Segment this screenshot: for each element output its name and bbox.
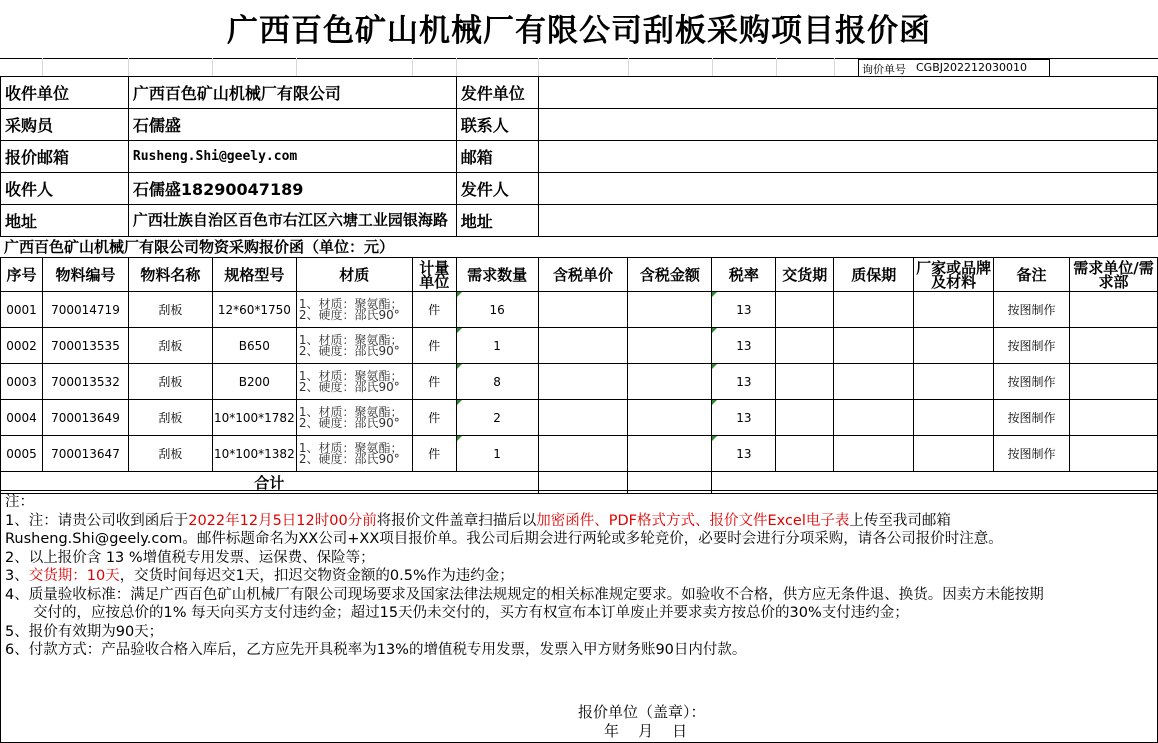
- cell-qty: [456, 400, 538, 436]
- gridline: [712, 58, 713, 76]
- note-1: [5, 512, 1153, 531]
- gridline: [128, 58, 129, 76]
- cell-brand[interactable]: [914, 436, 994, 472]
- cell-spec: 12*60*1750: [212, 292, 296, 328]
- cell-material: 1、材质：聚氨酯；2、硬度：邵氏90°: [296, 436, 412, 472]
- cell-qty: [456, 364, 538, 400]
- cell-remark: 按图制作: [994, 292, 1070, 328]
- column-header: 交货期: [776, 258, 834, 292]
- cell-amount[interactable]: [628, 364, 712, 400]
- info-label: 报价邮箱: [1, 141, 129, 173]
- note-1-deadline: 2022年12月5日12时00分前: [188, 512, 377, 529]
- cell-remark: 按图制作: [994, 400, 1070, 436]
- cell-tax-value: 13: [736, 374, 752, 389]
- cell-dept: [1069, 400, 1157, 436]
- inquiry-label: 询价单号: [862, 63, 906, 76]
- inquiry-box: [858, 59, 1050, 76]
- cell-amount[interactable]: [628, 328, 712, 364]
- cell-tax: [712, 292, 776, 328]
- cell-spec: 10*100*1382: [212, 436, 296, 472]
- cell-qty-value: 1: [493, 446, 501, 461]
- column-header: 需求数量: [456, 258, 538, 292]
- cell-no: 0001: [1, 292, 43, 328]
- cell-delivery[interactable]: [776, 400, 834, 436]
- cell-spec: B650: [212, 328, 296, 364]
- cell-name: 刮板: [128, 436, 212, 472]
- cell-material: 1、材质：聚氨酯；2、硬度：邵氏90°: [296, 292, 412, 328]
- info-value2[interactable]: [538, 173, 1157, 205]
- comment-marker: [457, 436, 462, 441]
- cell-dept: [1069, 292, 1157, 328]
- cell-tax: [712, 328, 776, 364]
- items-table: [0, 257, 1158, 494]
- info-row: [1, 141, 1158, 173]
- table-row: [1, 328, 1158, 364]
- gridline: [456, 58, 457, 76]
- info-value: 广西百色矿山机械厂有限公司: [128, 77, 456, 109]
- comment-marker: [457, 328, 462, 333]
- cell-material: 1、材质：聚氨酯；2、硬度：邵氏90°: [296, 328, 412, 364]
- cell-name: 刮板: [128, 328, 212, 364]
- section-title: 广西百色矿山机械厂有限公司物资采购报价函（单位：元）: [4, 238, 395, 256]
- comment-marker: [712, 328, 717, 333]
- cell-dept: [1069, 436, 1157, 472]
- cell-delivery[interactable]: [776, 292, 834, 328]
- gridline: [296, 58, 297, 76]
- comment-marker: [712, 364, 717, 369]
- cell-no: 0004: [1, 400, 43, 436]
- cell-brand[interactable]: [914, 292, 994, 328]
- info-value2[interactable]: [538, 77, 1157, 109]
- cell-name: 刮板: [128, 400, 212, 436]
- gridline: [776, 58, 777, 76]
- comment-marker: [457, 364, 462, 369]
- signature-date: 年 月 日: [604, 722, 688, 740]
- info-label: 采购员: [1, 109, 129, 141]
- info-row: [1, 205, 1158, 237]
- table-row: [1, 364, 1158, 400]
- column-header: 需求单位/需求部: [1069, 258, 1157, 292]
- total-label: 合计: [1, 472, 539, 494]
- info-value: 石儒盛: [128, 109, 456, 141]
- column-header: 含税单价: [538, 258, 628, 292]
- cell-unit-price[interactable]: [538, 436, 628, 472]
- note-4-line2: 交付的，应按总价的1% 每天向买方支付违约金；超过15天仍未交付的，买方有权宣布本订单废止并要求卖方按总价的30%支付违约金；: [33, 605, 909, 621]
- gridline: [538, 58, 539, 76]
- cell-material: 1、材质：聚氨酯；2、硬度：邵氏90°: [296, 364, 412, 400]
- comment-marker: [712, 292, 717, 297]
- cell-dept: [1069, 364, 1157, 400]
- column-header: 质保期: [834, 258, 914, 292]
- cell-code: 700014719: [42, 292, 128, 328]
- note-5: 5、报价有效期为90天；: [5, 623, 164, 640]
- cell-delivery[interactable]: [776, 328, 834, 364]
- info-label: 收件单位: [1, 77, 129, 109]
- column-header: 税率: [712, 258, 776, 292]
- info-value2[interactable]: [538, 109, 1157, 141]
- info-label2: 邮箱: [456, 141, 538, 173]
- table-header: [1, 258, 1158, 292]
- cell-tax: [712, 364, 776, 400]
- cell-no: 0003: [1, 364, 43, 400]
- info-value: Rusheng.Shi@geely.com: [128, 141, 456, 173]
- note-1-line2: Rusheng.Shi@geely.com。邮件标题命名为XX公司+XX项目报价单。我公司后期会进行两轮或多轮竞价，必要时会进行分项采购，请各公司报价时注意。: [5, 531, 1003, 547]
- cell-unit: 件: [412, 436, 456, 472]
- info-value2[interactable]: [538, 141, 1157, 173]
- page-title: 广西百色矿山机械厂有限公司刮板采购项目报价函: [227, 13, 931, 49]
- cell-tax-value: 13: [736, 446, 752, 461]
- note-3: [5, 567, 1153, 586]
- cell-amount[interactable]: [628, 436, 712, 472]
- note-1-format: 加密函件、PDF格式方式、报价文件Excel电子表: [536, 512, 850, 529]
- gridline: [628, 58, 629, 76]
- column-header: 备注: [994, 258, 1070, 292]
- column-header: 物料编号: [42, 258, 128, 292]
- cell-warranty[interactable]: [834, 400, 914, 436]
- note-1-text-b: 将报价文件盖章扫描后以: [376, 512, 537, 529]
- column-header: 含税金额: [628, 258, 712, 292]
- column-header: 计量单位: [412, 258, 456, 292]
- info-label2: 发件人: [456, 173, 538, 205]
- column-header: 厂家或品牌及材料: [914, 258, 994, 292]
- cell-tax-value: 13: [736, 302, 752, 317]
- signature-unit: 报价单位（盖章）：: [578, 703, 706, 721]
- cell-remark: 按图制作: [994, 436, 1070, 472]
- cell-delivery[interactable]: [776, 436, 834, 472]
- cell-unit: 件: [412, 400, 456, 436]
- cell-material: 1、材质：聚氨酯；2、硬度：邵氏90°: [296, 400, 412, 436]
- cell-no: 0002: [1, 328, 43, 364]
- cell-code: 700013535: [42, 328, 128, 364]
- cell-unit-price[interactable]: [538, 400, 628, 436]
- cell-remark: 按图制作: [994, 328, 1070, 364]
- cell-unit-price[interactable]: [538, 292, 628, 328]
- cell-unit-price[interactable]: [538, 328, 628, 364]
- cell-qty-value: 2: [493, 410, 501, 425]
- cell-warranty[interactable]: [834, 292, 914, 328]
- cell-brand[interactable]: [914, 364, 994, 400]
- table-row: [1, 400, 1158, 436]
- cell-unit: 件: [412, 328, 456, 364]
- gridline: [412, 58, 413, 76]
- cell-brand[interactable]: [914, 328, 994, 364]
- cell-no: 0005: [1, 436, 43, 472]
- note-3-text-a: 3、: [5, 568, 29, 584]
- note-3-text-b: ，交货时间每迟交1天，扣迟交物资金额的0.5%作为违约金；: [119, 568, 514, 584]
- note-6: 6、付款方式：产品验收合格入库后，乙方应先开具税率为13%的增值税专用发票，发票入甲方财务账90日内付款。: [5, 642, 747, 658]
- info-label2: 发件单位: [456, 77, 538, 109]
- cell-warranty[interactable]: [834, 364, 914, 400]
- cell-qty-value: 16: [489, 302, 505, 317]
- cell-spec: B200: [212, 364, 296, 400]
- column-header: 规格型号: [212, 258, 296, 292]
- info-row: [1, 77, 1158, 109]
- gridline: [42, 58, 43, 76]
- gridline: [212, 58, 213, 76]
- cell-code: 700013647: [42, 436, 128, 472]
- comment-marker: [457, 400, 462, 405]
- info-row: [1, 173, 1158, 205]
- cell-warranty[interactable]: [834, 328, 914, 364]
- cell-unit: 件: [412, 292, 456, 328]
- cell-name: 刮板: [128, 292, 212, 328]
- info-row: [1, 109, 1158, 141]
- info-label: 收件人: [1, 173, 129, 205]
- cell-dept: [1069, 328, 1157, 364]
- cell-code: 700013532: [42, 364, 128, 400]
- note-3-delivery: 交货期：10天: [28, 568, 120, 584]
- table-row: [1, 436, 1158, 472]
- cell-name: 刮板: [128, 364, 212, 400]
- table-row: [1, 292, 1158, 328]
- cell-delivery[interactable]: [776, 364, 834, 400]
- cell-brand[interactable]: [914, 400, 994, 436]
- column-header: 材质: [296, 258, 412, 292]
- inquiry-number: CGBJ202212030010: [916, 61, 1027, 74]
- info-value2[interactable]: [538, 205, 1157, 237]
- cell-code: 700013649: [42, 400, 128, 436]
- cell-amount[interactable]: [628, 292, 712, 328]
- cell-warranty[interactable]: [834, 436, 914, 472]
- column-header: 物料名称: [128, 258, 212, 292]
- gridline: [834, 58, 835, 76]
- info-value: 广西壮族自治区百色市右江区六塘工业园银海路: [128, 205, 456, 237]
- note-1-text-c: 上传至我司邮箱: [849, 512, 951, 529]
- cell-spec: 10*100*1782: [212, 400, 296, 436]
- cell-tax: [712, 436, 776, 472]
- info-table: [0, 76, 1158, 237]
- info-label: 地址: [1, 205, 129, 237]
- cell-qty: [456, 292, 538, 328]
- cell-tax: [712, 400, 776, 436]
- note-1-text-a: 1、注：请贵公司收到函后于: [5, 512, 189, 529]
- cell-tax-value: 13: [736, 410, 752, 425]
- column-header: 序号: [1, 258, 43, 292]
- cell-unit-price[interactable]: [538, 364, 628, 400]
- cell-amount[interactable]: [628, 400, 712, 436]
- cell-tax-value: 13: [736, 338, 752, 353]
- cell-unit: 件: [412, 364, 456, 400]
- cell-qty-value: 8: [493, 374, 501, 389]
- note-2: 2、以上报价含 13 %增值税专用发票、运保费、保险等；: [5, 549, 375, 566]
- info-label2: 联系人: [456, 109, 538, 141]
- info-label2: 地址: [456, 205, 538, 237]
- note-4-line1: 4、质量验收标准：满足广西百色矿山机械厂有限公司现场要求及国家法律法规规定的相关标准规定要求。如验收不合格，供方应无条件退、换货。因卖方未能按期: [5, 586, 1044, 603]
- comment-marker: [712, 436, 717, 441]
- info-value: 石儒盛18290047189: [128, 173, 456, 205]
- cell-qty: [456, 328, 538, 364]
- comment-marker: [457, 292, 462, 297]
- comment-marker: [712, 400, 717, 405]
- cell-qty: [456, 436, 538, 472]
- notes-heading: 注：: [5, 494, 34, 510]
- cell-qty-value: 1: [493, 338, 501, 353]
- cell-remark: 按图制作: [994, 364, 1070, 400]
